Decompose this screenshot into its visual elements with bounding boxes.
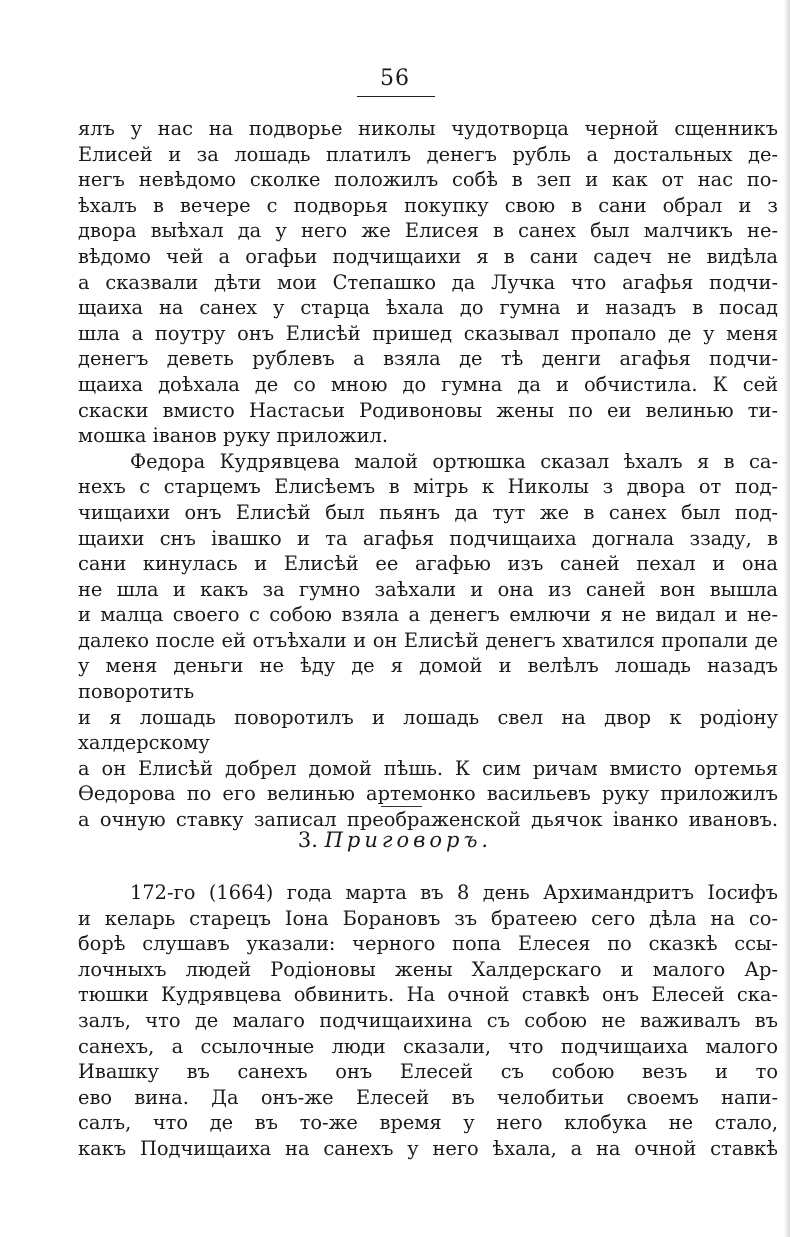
text-line: денегъ деветь рублевъ а взяла де тѣ денги агафья подчи-	[78, 347, 778, 371]
text-line: борѣ слушавъ указали: черного попа Елесея по сказкѣ ссы-	[78, 932, 778, 956]
text-line: вѣдомо чей а огафьи подчищаихи я в сани садеч не видѣла	[78, 244, 778, 268]
text-line: скаски вмисто Настасьи Родивоновы жены по еи велинью ти-	[78, 398, 778, 422]
text-line: далеко после ей отъѣхали и он Елисѣй денегъ хватился пропали де	[78, 628, 778, 652]
text-line: а сказвали дѣти мои Степашко да Лучка что агафья подчи-	[78, 270, 778, 294]
verdict-text	[78, 880, 778, 1162]
text-line: 172-го (1664) года марта въ 8 день Архимандритъ Iосифъ	[130, 881, 778, 904]
text-line: у меня деньги не ѣду де я домой и велѣлъ лошадь назадъ поворотить	[78, 654, 778, 704]
text-line: ялъ у нас на подворье николы чудотворца черной сщенникъ	[78, 117, 778, 140]
page-number-underline	[357, 96, 435, 97]
section-divider	[381, 806, 422, 807]
section-title: Приговоръ.	[324, 828, 493, 852]
page-number: 56	[380, 66, 410, 91]
text-line: чищаихи онъ Елисѣй был пьянъ да тут же в санех был под-	[78, 500, 778, 524]
testimony-text	[78, 116, 778, 833]
text-line: нехъ с старцемъ Елисѣемъ в мiтрь к Николы з двора от под-	[78, 475, 778, 499]
text-line: щаиха на санех у старца ѣхала до гумна и назадъ в посад	[78, 296, 778, 320]
text-line: не шла и какъ за гумно заѣхали и она из саней вон вышла	[78, 577, 778, 601]
text-line: ево вина. Да онъ-же Елесей въ челобитьи своемъ напи-	[78, 1085, 778, 1109]
text-line: щаихи снъ iвашко и та агафья подчищаиха догнала ззаду, в	[78, 526, 778, 550]
text-line: а очную ставку записал преображенской дьячок iванко ивановъ.	[78, 808, 778, 832]
text-line: и я лошадь поворотилъ и лошадь свел на двор к родiону халдерскому	[78, 705, 778, 755]
text-line: мошка iванов руку приложил.	[78, 424, 388, 448]
text-line: залъ, что де малаго подчищаихина съ собою не важивалъ въ	[78, 1008, 778, 1032]
text-line: щаиха доѣхала де со мною до гумна да и обчистила. К сей	[78, 372, 778, 396]
text-line: а он Елисѣй добрел домой пѣшь. К сим ричам вмисто ортемья	[78, 756, 778, 780]
text-line: негъ невѣдомо сколке положилъ собѣ в зеп и как от нас по-	[78, 168, 778, 192]
section-number: 3.	[297, 828, 318, 852]
text-line: Федора Кудрявцева малой ортюшка сказал ѣхалъ я в са-	[130, 449, 778, 473]
text-line: сани кинулась и Елисѣй ее агафью изъ саней пехал и она	[78, 552, 778, 576]
section-heading	[0, 828, 790, 852]
text-line: Елисей и за лошадь платилъ денегъ рубль а достальных де-	[78, 142, 778, 166]
text-line: тюшки Кудрявцева обвинить. На очной ставкѣ онъ Елесей ска-	[78, 983, 778, 1007]
text-line: лочныхъ людей Родiоновы жены Халдерскаго и малого Ар-	[78, 957, 778, 981]
text-line: и малца своего с собою взяла а денегъ емлючи я не видал и не-	[78, 603, 778, 627]
text-line: Ѳедорова по его велинью артемонко васильевъ руку приложилъ	[78, 782, 778, 806]
text-line: какъ Подчищаиха на санехъ у него ѣхала, а на очной ставкѣ	[78, 1136, 778, 1160]
text-line: Ивашку въ санехъ онъ Елесей съ собою везъ и то	[78, 1060, 778, 1084]
text-line: и келарь старецъ Iона Борановъ зъ братеею сего дѣла на со-	[78, 906, 778, 930]
text-line: салъ, что де въ то-же время у него клобука не стало,	[78, 1111, 778, 1135]
text-line: санехъ, а ссылочные люди сказали, что подчищаиха малого	[78, 1034, 778, 1058]
text-line: двора выѣхал да у него же Елисея в санех был малчикъ не-	[78, 219, 778, 243]
page-edge-shadow	[784, 0, 790, 1237]
text-line: ѣхалъ в вечере с подворья покупку свою в сани обрал и з	[78, 193, 778, 217]
text-line: шла а поутру онъ Елисѣй пришед сказывал пропало де у меня	[78, 321, 778, 345]
